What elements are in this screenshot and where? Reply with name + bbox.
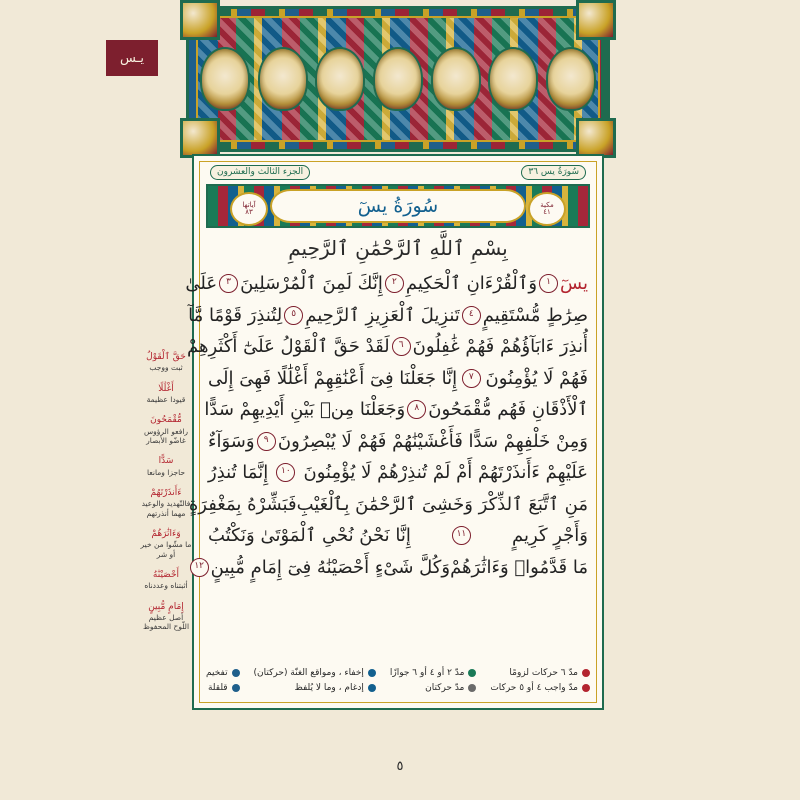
legend-label: مدّ ٦ حركات لزومًا xyxy=(509,667,578,678)
quran-text-segment: وَمِنْ خَلْفِهِمْ سَدًّا فَأَغْشَيْنَٰهُمْ فَهُمْ لَا يُبْصِرُونَ xyxy=(277,430,588,452)
legend-item xyxy=(390,668,477,678)
margin-note-gloss: رافعو الرؤوس غاضّو الأبصار xyxy=(143,426,189,445)
ornament-corner-icon xyxy=(180,118,220,158)
ornament-corner-icon xyxy=(180,0,220,40)
quran-text-segment: فَهُمْ لَا يُؤْمِنُونَ xyxy=(485,367,588,389)
ayah-number-marker: ٧ xyxy=(462,369,481,388)
ornament-corner-icon xyxy=(576,0,616,40)
quran-text-segment: مَا قَدَّمُوا۟ وَءَاثَٰرَهُمْ xyxy=(450,556,588,578)
ayah-number-marker: ٦ xyxy=(392,337,411,356)
legend-label: قلقلة xyxy=(207,682,228,693)
legend-color-dot-icon xyxy=(232,669,240,677)
quran-text-segment: وَكُلَّ شَىْءٍ أَحْصَيْنَٰهُ فِىٓ إِمَامٍ مُّبِينٍ xyxy=(210,556,451,578)
ornament-medallion xyxy=(200,47,250,111)
quran-verse-body xyxy=(185,268,588,654)
legend-label: مدّ ٢ أو ٤ أو ٦ جوازًا xyxy=(389,667,465,678)
ornament-medallion xyxy=(258,47,308,111)
quran-text-segment: إِنَّكَ لَمِنَ ٱلْمُرْسَلِينَ xyxy=(240,273,383,295)
ayah-number-marker: ١٢ xyxy=(190,558,209,577)
margin-note-term: إِمَامٍ مُّبِينٍ xyxy=(148,601,184,612)
margin-note-term: أَغْلَٰلًا xyxy=(158,383,174,394)
legend-color-dot-icon xyxy=(582,684,590,692)
legend-item xyxy=(254,683,376,693)
quran-text-segment: وَأَجْرٍ كَرِيمٍ xyxy=(512,525,588,547)
quran-text-segment: وَجَعَلْنَا مِنۢ بَيْنِ أَيْدِيهِمْ سَدًّا xyxy=(204,399,406,421)
quran-line xyxy=(186,331,588,363)
surah-ayah-count-badge xyxy=(230,192,268,226)
tajweed-legend xyxy=(206,660,590,700)
legend-color-dot-icon xyxy=(582,669,590,677)
quran-text-segment: ٱلْأَذْقَانِ فَهُم مُّقْمَحُونَ xyxy=(428,399,588,421)
margin-note-gloss: حاجزا ومانعا xyxy=(146,467,186,477)
ayah-number-marker: ٤ xyxy=(462,306,481,325)
quran-line xyxy=(185,268,588,300)
surah-ayah-count-value: ٨٣ xyxy=(245,208,253,216)
legend-color-dot-icon xyxy=(368,684,376,692)
quran-text-frame xyxy=(185,154,604,710)
illuminated-header-ornament xyxy=(186,6,610,152)
legend-label: تفخيم xyxy=(206,667,228,678)
quran-text-segment: فَبَشِّرْهُ بِمَغْفِرَةٍ xyxy=(188,493,297,515)
ornament-medallion xyxy=(431,47,481,111)
surah-title-plaque xyxy=(270,189,526,223)
legend-item xyxy=(490,683,590,693)
legend-label: مدّ حركتان xyxy=(425,682,465,693)
legend-label: إخفاء ، ومواقع الغنّة (حركتان) xyxy=(253,667,364,678)
quran-text-segment: مَنِ ٱتَّبَعَ ٱلذِّكْرَ وَخَشِىَ ٱلرَّحْمَٰنَ بِٱلْغَيْبِ xyxy=(296,493,588,515)
surah-revelation-badge-line1: مكية xyxy=(540,200,554,209)
quran-text-segment: إِنَّمَا تُنذِرُ xyxy=(208,462,269,484)
margin-note xyxy=(140,384,192,405)
surah-side-tab xyxy=(106,40,158,76)
ornament-medallion-row xyxy=(196,16,600,142)
quran-text-segment: يسٓ xyxy=(560,273,588,295)
ornament-corner-icon xyxy=(576,118,616,158)
ayah-number-marker: ١١ xyxy=(452,526,471,545)
surah-ayah-count-label: آياتها xyxy=(242,200,256,209)
legend-color-dot-icon xyxy=(468,684,476,692)
quran-line xyxy=(208,363,588,395)
margin-note-gloss: فالتّهديد والوعيد مهما أنذرتهم xyxy=(141,499,191,518)
legend-color-dot-icon xyxy=(468,669,476,677)
page-number: ٥ xyxy=(396,759,404,774)
margin-note xyxy=(140,529,192,559)
margin-note xyxy=(140,456,192,477)
ornament-medallion xyxy=(546,47,596,111)
quran-line xyxy=(208,426,588,458)
legend-item xyxy=(206,668,240,678)
legend-label: إدغام ، وما لا يُلفظ xyxy=(294,682,364,693)
ayah-number-marker: ٥ xyxy=(284,306,303,325)
ayah-number-marker: ١ xyxy=(539,274,558,293)
margin-note-gloss: ما مشّوا من خير أو شر xyxy=(140,540,192,559)
quran-text-segment: تَنزِيلَ ٱلْعَزِيزِ ٱلرَّحِيمِ xyxy=(305,304,460,326)
quran-text-segment: عَلَىٰ xyxy=(185,273,218,295)
legend-item xyxy=(206,683,240,693)
legend-item xyxy=(390,683,477,693)
margin-note-gloss: قيودا عظيمة xyxy=(146,394,186,404)
running-title-juz: الجزء الثالث والعشرون xyxy=(210,165,310,180)
margin-note-term: مُّقْمَحُونَ xyxy=(150,415,182,426)
margin-note xyxy=(140,488,192,518)
margin-notes-column xyxy=(140,352,192,643)
quran-text-segment: صِرَٰطٍ مُّسْتَقِيمٍ xyxy=(482,304,588,326)
quran-text-segment: عَلَيْهِمْ ءَأَنذَرْتَهُمْ أَمْ لَمْ تُنذِرْهُمْ لَا يُؤْمِنُونَ xyxy=(303,462,588,484)
legend-color-dot-icon xyxy=(368,669,376,677)
ayah-number-marker: ٩ xyxy=(257,432,276,451)
legend-column xyxy=(390,668,477,693)
quran-line xyxy=(204,394,588,426)
basmala-line: بِسْمِ ٱللَّهِ ٱلرَّحْمَٰنِ ٱلرَّحِيمِ xyxy=(288,236,508,260)
surah-title-band xyxy=(206,184,590,228)
legend-item xyxy=(490,668,590,678)
quran-line xyxy=(208,457,588,489)
margin-note-term: وَءَاثَٰرَهُمْ xyxy=(151,528,181,539)
surah-revelation-badge-line2: ٤١ xyxy=(543,208,551,216)
running-title-surah: سُورَةُ يس ٣٦ xyxy=(521,165,586,180)
margin-note-gloss: أثبتناه وعددناه xyxy=(144,581,188,591)
ayah-number-marker: ٨ xyxy=(407,400,426,419)
ayah-number-marker: ٢ xyxy=(385,274,404,293)
ornament-medallion xyxy=(488,47,538,111)
surah-revelation-badge xyxy=(528,192,566,226)
quran-line xyxy=(194,552,588,584)
legend-item xyxy=(254,668,376,678)
margin-note xyxy=(140,570,192,591)
legend-column xyxy=(490,668,590,693)
margin-note-term: حَقَّ ٱلْقَوْلُ xyxy=(146,352,186,362)
margin-note-gloss: أصل عظيم اللّوح المحفوظ xyxy=(142,612,190,632)
legend-column xyxy=(206,668,240,693)
quran-line xyxy=(188,489,588,521)
margin-note-gloss: ثبت ووجب xyxy=(149,363,183,373)
quran-text-segment: أُنذِرَ ءَابَآؤُهُمْ فَهُمْ غَٰفِلُونَ xyxy=(412,336,588,358)
legend-label: مدّ واجب ٤ أو ٥ حركات xyxy=(490,682,578,693)
margin-note-term: ءَأَنذَرْتَهُمْ xyxy=(150,487,182,498)
surah-title: سُورَةُ يسٓ xyxy=(357,195,439,217)
quran-text-segment: إِنَّا نَحْنُ نُحْىِ ٱلْمَوْتَىٰ وَنَكْتُبُ xyxy=(208,525,411,547)
margin-note xyxy=(140,415,192,445)
ayah-number-marker: ٣ xyxy=(219,274,238,293)
margin-note-term: أَحْصَيْنَٰهُ xyxy=(152,569,180,580)
ornament-medallion xyxy=(373,47,423,111)
surah-side-tab-label: يـس xyxy=(120,50,145,66)
margin-note-term: سَدًّا xyxy=(158,456,174,467)
quran-text-segment: لِتُنذِرَ قَوْمًا مَّآ xyxy=(188,304,283,326)
running-title xyxy=(204,164,592,180)
margin-note xyxy=(140,602,192,632)
legend-color-dot-icon xyxy=(232,684,240,692)
quran-line xyxy=(208,520,588,552)
ornament-medallion xyxy=(315,47,365,111)
legend-column xyxy=(254,668,376,693)
quran-text-segment: إِنَّا جَعَلْنَا فِىٓ أَعْنَٰقِهِمْ أَغْلَٰلًا فَهِىَ إِلَى xyxy=(208,367,458,389)
ayah-number-marker: ١٠ xyxy=(276,463,295,482)
quran-text-segment: وَٱلْقُرْءَانِ ٱلْحَكِيمِ xyxy=(405,273,538,295)
quran-text-segment: وَسَوَآءٌ xyxy=(208,430,255,452)
margin-note xyxy=(140,352,192,373)
quran-line xyxy=(188,300,588,332)
quran-text-segment: لَقَدْ حَقَّ ٱلْقَوْلُ عَلَىٰٓ أَكْثَرِهِمْ xyxy=(186,336,390,358)
